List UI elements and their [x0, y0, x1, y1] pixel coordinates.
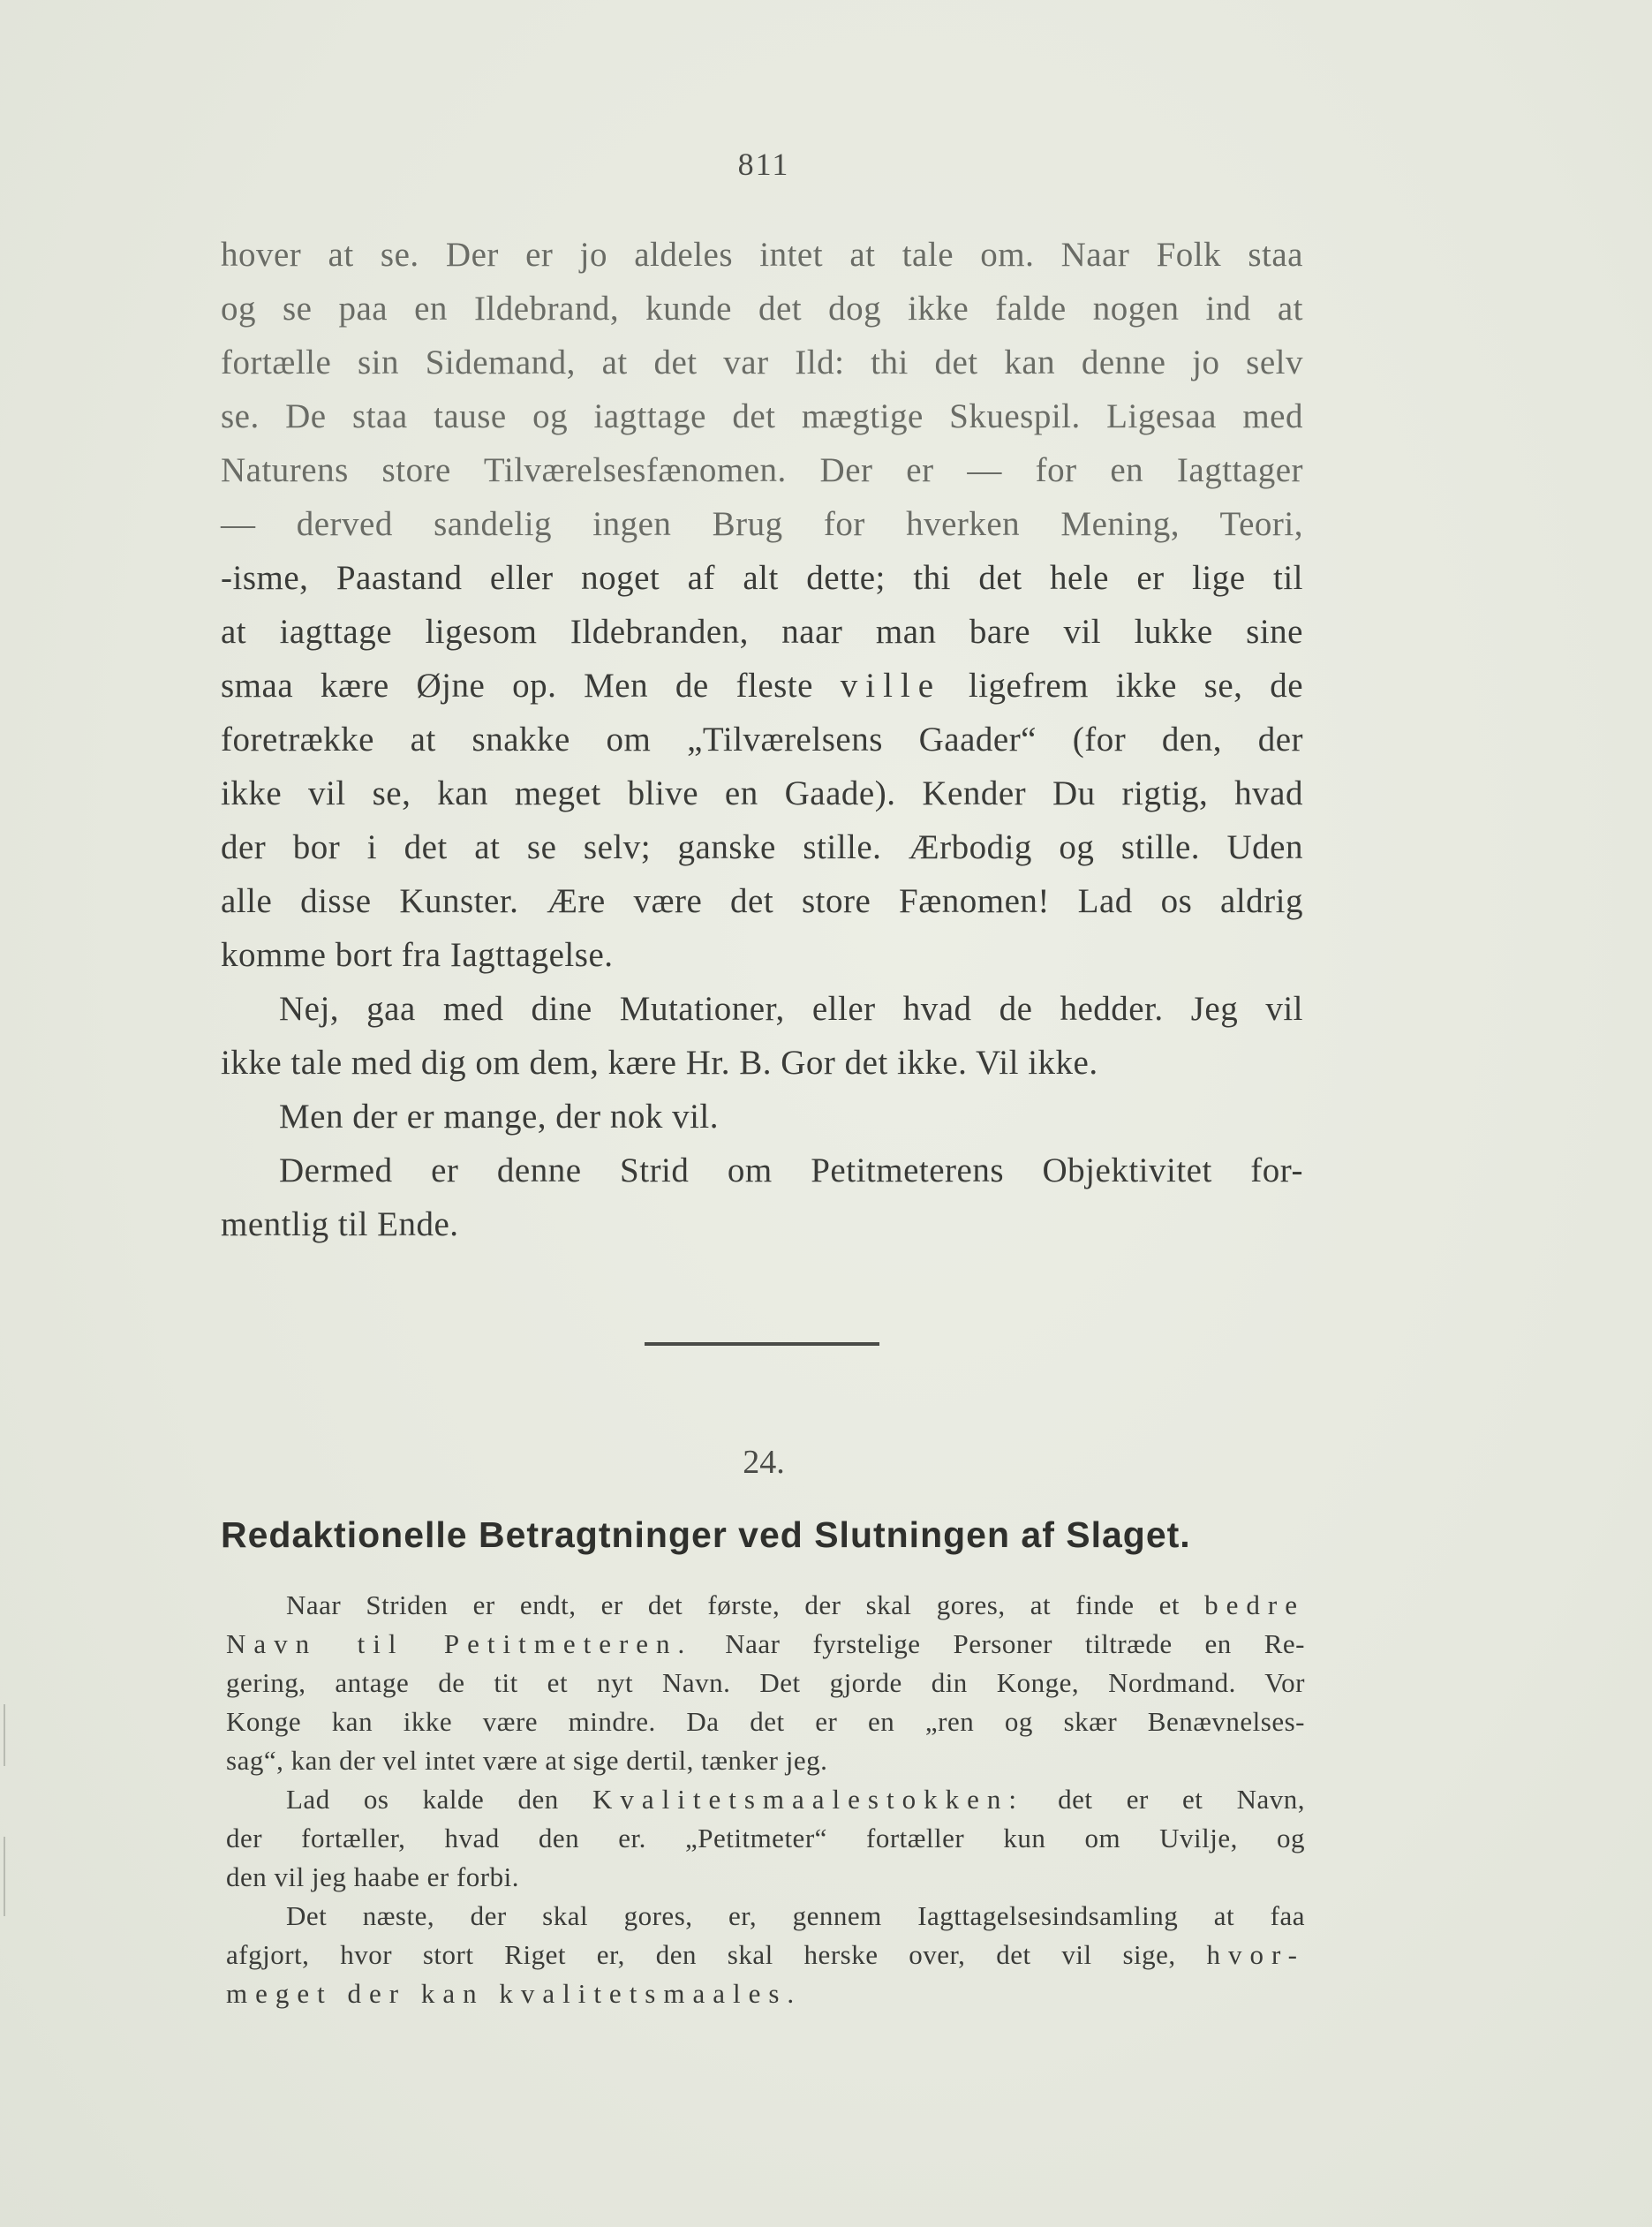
paragraph-line: Dermed er denne Strid om Petitmeterens Objektivitet for-: [279, 1151, 1303, 1189]
paragraph-line: Men der er mange, der nok vil.: [279, 1098, 720, 1136]
section-number: 24.: [743, 1444, 785, 1481]
text-run: Naar fyrstelige Personer tiltræde en Re-: [692, 1628, 1306, 1659]
emphasized-word: meget der kan kvalitetsmaales.: [226, 1978, 803, 2009]
paragraph-line: Det næste, der skal gores, er, gennem Iagttagelsesindsamling at faa: [286, 1900, 1305, 1931]
text-run: ligefrem ikke se, de: [941, 667, 1304, 705]
text-run: afgjort, hvor stort Riget er, den skal herske over, det vil sige,: [226, 1939, 1207, 1970]
section-divider: [645, 1342, 879, 1346]
text-line: [221, 659, 1303, 713]
paragraph-line: [226, 1586, 1305, 1625]
text-line: — derved sandelig ingen Brug for hverken Mening, Teori,: [221, 505, 1303, 543]
text-line: [226, 1974, 1305, 2013]
text-line: ikke tale med dig om dem, kære Hr. B. Gor det ikke. Vil ikke.: [221, 1044, 1098, 1082]
text-line: [226, 1936, 1305, 1974]
emphasized-word: Kvalitetsmaalestokken:: [592, 1784, 1024, 1815]
text-run: smaa kære Øjne op. Men de fleste: [221, 667, 841, 705]
text-line: fortælle sin Sidemand, at det var Ild: thi det kan denne jo selv: [221, 343, 1303, 381]
text-line: den vil jeg haabe er forbi.: [226, 1861, 519, 1892]
section-body: [226, 1586, 1305, 2013]
page-number: 811: [737, 147, 790, 182]
text-line: der bor i det at se selv; ganske stille. Ærbodig og stille. Uden: [221, 828, 1303, 866]
section-title: Redaktionelle Betragtninger ved Slutningen af Slaget.: [221, 1514, 1191, 1555]
text-line: komme bort fra Iagttagelse.: [221, 936, 614, 974]
text-line: se. De staa tause og iagttage det mægtige Skuespil. Ligesaa med: [221, 397, 1303, 435]
margin-mark: [4, 1837, 5, 1916]
text-run: det er et Navn,: [1023, 1784, 1305, 1815]
text-line: mentlig til Ende.: [221, 1205, 459, 1243]
text-run: Lad os kalde den: [286, 1784, 592, 1815]
text-line: alle disse Kunster. Ære være det store Fænomen! Lad os aldrig: [221, 882, 1303, 920]
emphasized-word: hvor-: [1206, 1939, 1305, 1970]
text-line: Naturens store Tilværelsesfænomen. Der er — for en Iagttager: [221, 451, 1303, 489]
text-run: Naar Striden er endt, er det første, der skal gores, at finde et: [286, 1589, 1205, 1620]
text-line: [226, 1625, 1305, 1664]
body-text: [221, 228, 1303, 1251]
text-line: og se paa en Ildebrand, kunde det dog ikke falde nogen ind at: [221, 290, 1303, 328]
text-line: Konge kan ikke være mindre. Da det er en „ren og skær Benævnelses-: [226, 1706, 1305, 1737]
text-line: der fortæller, hvad den er. „Petitmeter“ fortæller kun om Uvilje, og: [226, 1823, 1305, 1853]
emphasized-word: bedre: [1204, 1589, 1305, 1620]
text-line: gering, antage de tit et nyt Navn. Det gjorde din Konge, Nordmand. Vor: [226, 1667, 1305, 1698]
text-line: at iagttage ligesom Ildebranden, naar man bare vil lukke sine: [221, 613, 1303, 651]
text-line: ikke vil se, kan meget blive en Gaade). Kender Du rigtig, hvad: [221, 774, 1303, 812]
emphasized-word: ville: [840, 667, 942, 705]
text-line: sag“, kan der vel intet være at sige dertil, tænker jeg.: [226, 1745, 828, 1776]
paragraph-line: [226, 1780, 1305, 1819]
margin-mark: [4, 1704, 5, 1766]
emphasized-word: Navn til Petitmeteren.: [226, 1628, 693, 1659]
paragraph-line: Nej, gaa med dine Mutationer, eller hvad de hedder. Jeg vil: [279, 990, 1303, 1028]
text-line: -isme, Paastand eller noget af alt dette; thi det hele er lige til: [221, 559, 1303, 597]
text-line: foretrække at snakke om „Tilværelsens Gaader“ (for den, der: [221, 721, 1303, 759]
text-line: hover at se. Der er jo aldeles intet at tale om. Naar Folk staa: [221, 236, 1303, 274]
